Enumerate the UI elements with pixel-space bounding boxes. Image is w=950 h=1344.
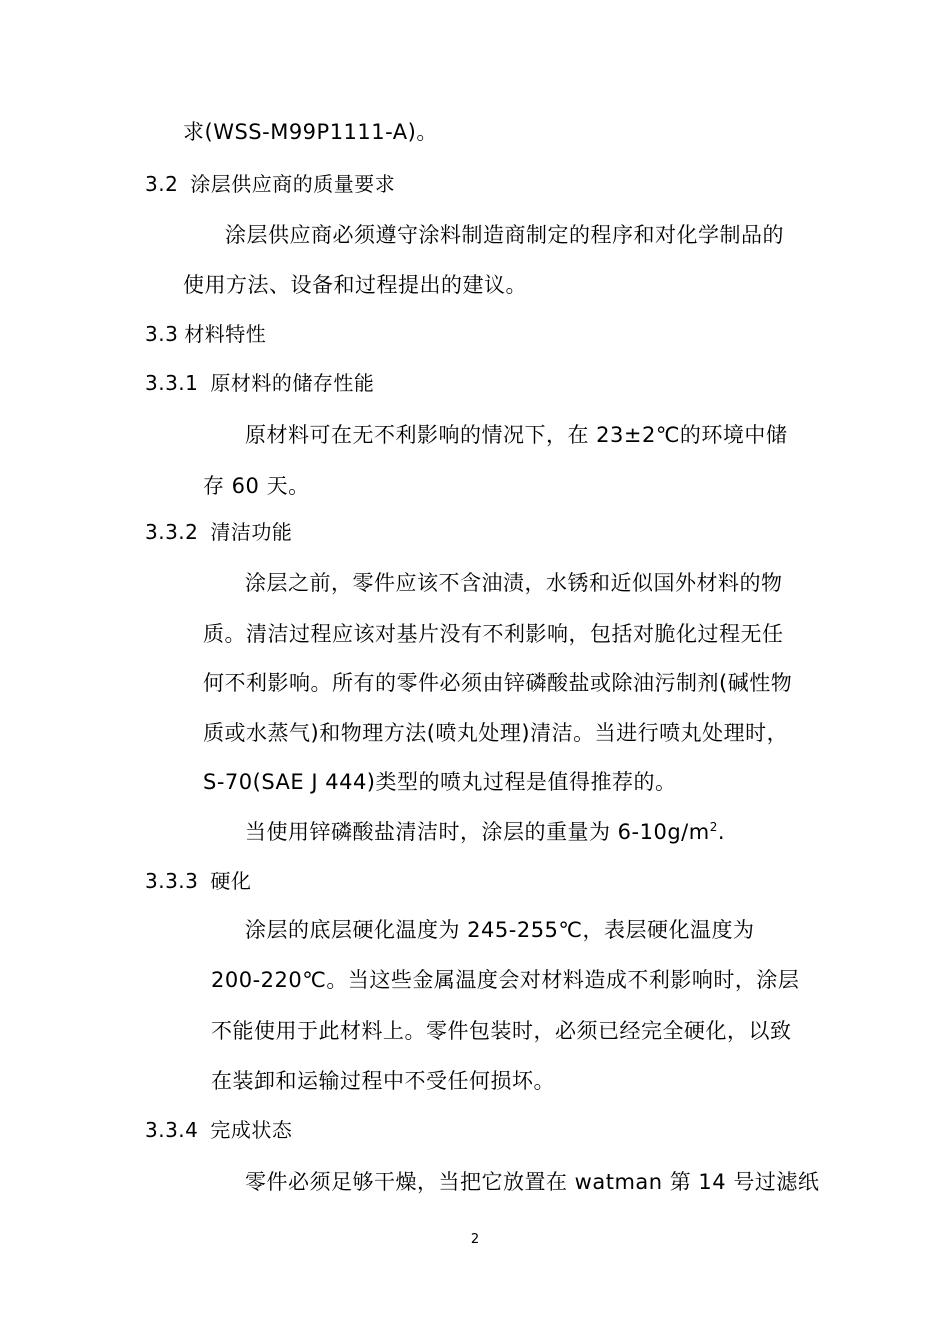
weight-text: 当使用锌磷酸盐清洁时，涂层的重量为 6-10g/m (245, 820, 710, 844)
section-number: 3.3.4 (145, 1118, 199, 1142)
paragraph-line-weight (245, 818, 725, 846)
section-heading-3-3 (145, 320, 266, 348)
paragraph-line: 使用方法、设备和过程提出的建议。 (183, 273, 527, 297)
paragraph-line: S-70(SAE J 444)类型的喷丸过程是值得推荐的。 (203, 770, 677, 794)
section-title: 完成状态 (210, 1118, 293, 1142)
paragraph-line: 200-220℃。当这些金属温度会对材料造成不利影响时，涂层 (211, 968, 800, 992)
page-number: 2 (470, 1232, 480, 1247)
section-number: 3.3.1 (145, 371, 199, 395)
section-heading-3-3-2 (145, 518, 292, 546)
paragraph-line: 何不利影响。所有的零件必须由锌磷酸盐或除油污制剂(碱性物 (203, 671, 793, 695)
section-title: 硬化 (210, 869, 252, 893)
weight-period: . (717, 820, 726, 844)
section-heading-3-3-4 (145, 1116, 292, 1144)
continued-text-line: 求(WSS-M99P1111-A)。 (183, 120, 438, 144)
paragraph-line: 存 60 天。 (203, 474, 310, 498)
paragraph-line: 涂层的底层硬化温度为 245-255℃，表层硬化温度为 (245, 918, 755, 942)
section-number: 3.3.2 (145, 520, 199, 544)
paragraph-line: 在装卸和运输过程中不受任何损坏。 (211, 1069, 555, 1093)
section-title: 清洁功能 (210, 520, 293, 544)
section-heading-3-3-1 (145, 369, 374, 397)
paragraph-line: 涂层供应商必须遵守涂料制造商制定的程序和对化学制品的 (225, 223, 784, 247)
paragraph-line: 质。清洁过程应该对基片没有不利影响，包括对脆化过程无任 (203, 622, 784, 646)
paragraph-line: 零件必须足够干燥，当把它放置在 watman 第 14 号过滤纸 (245, 1170, 820, 1194)
paragraph-line: 原材料可在无不利影响的情况下，在 23±2℃的环境中储 (245, 423, 788, 447)
section-number: 3.3.3 (145, 869, 199, 893)
section-number: 3.3 (145, 322, 179, 346)
section-number: 3.2 (145, 172, 179, 196)
section-title: 材料特性 (184, 322, 267, 346)
paragraph-line: 涂层之前，零件应该不含油渍，水锈和近似国外材料的物 (245, 571, 783, 595)
section-title: 涂层供应商的质量要求 (190, 172, 396, 196)
superscript-two: 2 (709, 820, 718, 834)
section-heading-3-2 (145, 170, 395, 198)
section-heading-3-3-3 (145, 867, 251, 895)
section-title: 原材料的储存性能 (210, 371, 375, 395)
paragraph-line: 不能使用于此材料上。零件包装时，必须已经完全硬化，以致 (211, 1019, 792, 1043)
paragraph-line: 质或水蒸气)和物理方法(喷丸处理)清洁。当进行喷丸处理时， (203, 721, 789, 745)
